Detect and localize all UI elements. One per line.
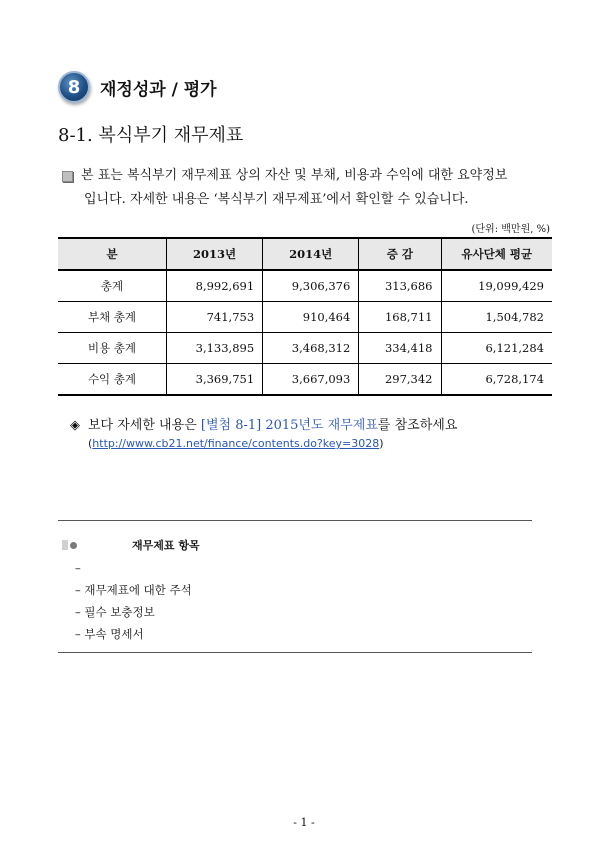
cell-2014: 9,306,376 bbox=[263, 270, 359, 302]
table-row bbox=[58, 302, 552, 333]
row-label: 총계 bbox=[58, 270, 167, 302]
cell-peer-average: 6,728,174 bbox=[441, 364, 552, 396]
header-change: 증 감 bbox=[359, 238, 441, 270]
reference-note bbox=[70, 414, 457, 450]
cell-2013: 741,753 bbox=[167, 302, 263, 333]
items-header bbox=[62, 537, 200, 553]
header-2014: 2014년 bbox=[263, 238, 359, 270]
bottom-divider bbox=[58, 652, 532, 653]
table-row bbox=[58, 333, 552, 364]
items-title: 재무제표 항목 bbox=[132, 539, 200, 552]
cell-2014: 3,468,312 bbox=[263, 333, 359, 364]
table-header-row bbox=[58, 238, 552, 270]
cell-peer-average: 6,121,284 bbox=[441, 333, 552, 364]
subsection-title: 8-1. 복식부기 재무제표 bbox=[58, 125, 244, 146]
unit-label: (단위: 백만원, %) bbox=[471, 224, 550, 235]
cell-change: 297,342 bbox=[359, 364, 441, 396]
note-suffix: 를 참조하세요 bbox=[377, 418, 458, 433]
list-item: – 재무제표에 대한 주석 bbox=[75, 583, 192, 597]
note-prefix: 보다 자세한 내용은 bbox=[88, 418, 197, 433]
url-open-paren: ( bbox=[88, 437, 93, 450]
cell-2014: 910,464 bbox=[263, 302, 359, 333]
section-header bbox=[58, 70, 217, 104]
url-line bbox=[88, 437, 457, 450]
list-item: – 필수 보충정보 bbox=[75, 605, 155, 619]
top-divider bbox=[58, 520, 532, 521]
cell-peer-average: 1,504,782 bbox=[441, 302, 552, 333]
row-label: 비용 총계 bbox=[58, 333, 167, 364]
cell-change: 313,686 bbox=[359, 270, 441, 302]
cell-2013: 3,369,751 bbox=[167, 364, 263, 396]
list-item: – bbox=[75, 561, 81, 575]
list-item: – 부속 명세서 bbox=[75, 627, 144, 641]
table-row bbox=[58, 364, 552, 396]
items-list bbox=[75, 557, 192, 645]
cell-change: 334,418 bbox=[359, 333, 441, 364]
url-close-paren: ) bbox=[379, 437, 384, 450]
intro-line-2: 입니다. 자세한 내용은 ‘복식부기 재무제표’에서 확인할 수 있습니다. bbox=[84, 192, 469, 207]
intro-paragraph bbox=[62, 164, 562, 212]
cell-2013: 3,133,895 bbox=[167, 333, 263, 364]
financial-summary-table bbox=[58, 237, 552, 396]
header-category: 분 bbox=[58, 238, 167, 270]
section-number-badge: 8 bbox=[58, 71, 90, 103]
cell-2014: 3,667,093 bbox=[263, 364, 359, 396]
row-label: 수익 총계 bbox=[58, 364, 167, 396]
diamond-bullet-icon: ◈ bbox=[70, 418, 80, 433]
row-label: 부채 총계 bbox=[58, 302, 167, 333]
cell-2013: 8,992,691 bbox=[167, 270, 263, 302]
table-row bbox=[58, 270, 552, 302]
appendix-link[interactable]: [별첨 8-1] 2015년도 재무제표 bbox=[200, 418, 378, 433]
cell-change: 168,711 bbox=[359, 302, 441, 333]
header-peer-average: 유사단체 평균 bbox=[441, 238, 552, 270]
gray-bullet-icon bbox=[62, 540, 132, 550]
finance-url-link[interactable]: http://www.cb21.net/finance/contents.do?key=3028 bbox=[92, 437, 380, 450]
cell-peer-average: 19,099,429 bbox=[441, 270, 552, 302]
header-2013: 2013년 bbox=[167, 238, 263, 270]
intro-line-1: 본 표는 복식부기 재무제표 상의 자산 및 부채, 비용과 수익에 대한 요약정보 bbox=[81, 168, 508, 183]
square-bullet-icon bbox=[62, 171, 73, 182]
page-number: - 1 - bbox=[293, 816, 315, 829]
section-title: 재정성과 / 평가 bbox=[100, 79, 217, 100]
